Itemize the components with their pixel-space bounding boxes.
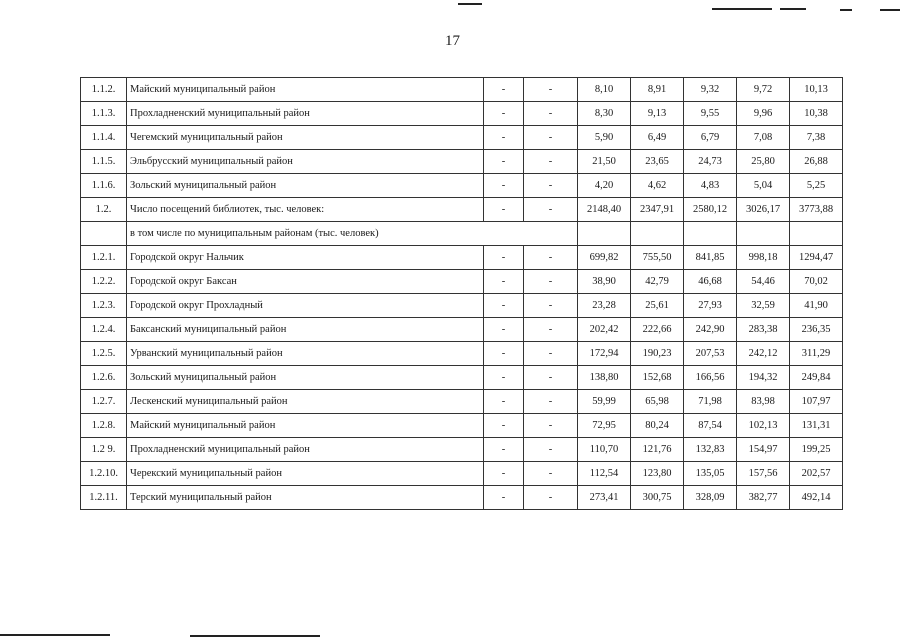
row-value: 65,98 [631, 390, 684, 414]
row-value: 152,68 [631, 366, 684, 390]
row-value: 157,56 [737, 462, 790, 486]
row-value: 9,55 [684, 102, 737, 126]
row-col-b: - [524, 270, 578, 294]
row-code: 1.2.8. [81, 414, 127, 438]
row-value: 699,82 [578, 246, 631, 270]
row-name: Городской округ Баксан [127, 270, 484, 294]
table-row [81, 414, 843, 438]
row-value: 8,10 [578, 78, 631, 102]
row-name: Майский муниципальный район [127, 414, 484, 438]
row-value: 242,90 [684, 318, 737, 342]
row-code: 1.2 9. [81, 438, 127, 462]
row-value: 492,14 [790, 486, 843, 510]
row-col-b: - [524, 342, 578, 366]
scan-artifact-line [190, 635, 320, 637]
table-row [81, 486, 843, 510]
row-value: 2580,12 [684, 198, 737, 222]
row-value: 23,65 [631, 150, 684, 174]
row-value: 9,13 [631, 102, 684, 126]
row-col-b: - [524, 390, 578, 414]
table-row [81, 342, 843, 366]
row-col-a: - [484, 366, 524, 390]
row-code: 1.1.5. [81, 150, 127, 174]
scan-artifact-line [880, 9, 900, 11]
table-row [81, 270, 843, 294]
table-subheader-row [81, 222, 843, 246]
row-value: 755,50 [631, 246, 684, 270]
row-value: 110,70 [578, 438, 631, 462]
row-col-b: - [524, 246, 578, 270]
row-name: Черекский муниципальный район [127, 462, 484, 486]
row-name: Городской округ Прохладный [127, 294, 484, 318]
row-value: 83,98 [737, 390, 790, 414]
row-value [684, 222, 737, 246]
row-value: 7,08 [737, 126, 790, 150]
row-value [631, 222, 684, 246]
row-col-b: - [524, 126, 578, 150]
table-row [81, 294, 843, 318]
row-col-b: - [524, 486, 578, 510]
row-col-b: - [524, 462, 578, 486]
row-value: 4,20 [578, 174, 631, 198]
row-code: 1.1.4. [81, 126, 127, 150]
row-value: 194,32 [737, 366, 790, 390]
row-name: Баксанский муниципальный район [127, 318, 484, 342]
row-col-a: - [484, 462, 524, 486]
row-value: 8,91 [631, 78, 684, 102]
row-code: 1.1.3. [81, 102, 127, 126]
row-col-b: - [524, 102, 578, 126]
row-value: 222,66 [631, 318, 684, 342]
row-col-b: - [524, 198, 578, 222]
row-code [81, 222, 127, 246]
row-code: 1.2. [81, 198, 127, 222]
table-row [81, 198, 843, 222]
row-value: 135,05 [684, 462, 737, 486]
row-col-b: - [524, 414, 578, 438]
row-name: Лескенский муниципальный район [127, 390, 484, 414]
row-value: 46,68 [684, 270, 737, 294]
row-value: 132,83 [684, 438, 737, 462]
row-col-b: - [524, 366, 578, 390]
scan-artifact-line [712, 8, 772, 10]
row-code: 1.2.2. [81, 270, 127, 294]
table-row [81, 102, 843, 126]
row-value: 80,24 [631, 414, 684, 438]
row-value [790, 222, 843, 246]
table-body [81, 78, 843, 510]
row-col-a: - [484, 294, 524, 318]
row-col-a: - [484, 78, 524, 102]
row-col-a: - [484, 414, 524, 438]
row-value: 138,80 [578, 366, 631, 390]
row-col-a: - [484, 318, 524, 342]
row-value: 382,77 [737, 486, 790, 510]
statistics-table [80, 77, 843, 510]
row-name: Чегемский муниципальный район [127, 126, 484, 150]
row-col-a: - [484, 438, 524, 462]
table-row [81, 390, 843, 414]
row-col-a: - [484, 126, 524, 150]
row-value: 70,02 [790, 270, 843, 294]
row-name: Прохладненский муниципальный район [127, 438, 484, 462]
row-code: 1.2.7. [81, 390, 127, 414]
row-value: 21,50 [578, 150, 631, 174]
row-value: 1294,47 [790, 246, 843, 270]
row-col-a: - [484, 150, 524, 174]
row-value: 249,84 [790, 366, 843, 390]
row-value: 154,97 [737, 438, 790, 462]
row-code: 1.2.11. [81, 486, 127, 510]
table-row [81, 438, 843, 462]
table-row [81, 366, 843, 390]
row-value: 107,97 [790, 390, 843, 414]
row-value: 273,41 [578, 486, 631, 510]
row-value: 27,93 [684, 294, 737, 318]
row-value: 24,73 [684, 150, 737, 174]
scan-artifact-line [780, 8, 806, 10]
row-code: 1.2.4. [81, 318, 127, 342]
row-name: Городской округ Нальчик [127, 246, 484, 270]
row-value: 8,30 [578, 102, 631, 126]
row-value: 131,31 [790, 414, 843, 438]
row-col-b: - [524, 174, 578, 198]
scan-artifact-line [458, 3, 482, 5]
table-row [81, 78, 843, 102]
row-value: 311,29 [790, 342, 843, 366]
row-value: 6,79 [684, 126, 737, 150]
row-col-b: - [524, 318, 578, 342]
row-name: Терский муниципальный район [127, 486, 484, 510]
row-value: 10,38 [790, 102, 843, 126]
row-value: 26,88 [790, 150, 843, 174]
row-value: 283,38 [737, 318, 790, 342]
table-row [81, 174, 843, 198]
table-row [81, 150, 843, 174]
row-value: 10,13 [790, 78, 843, 102]
row-col-a: - [484, 342, 524, 366]
row-value: 4,62 [631, 174, 684, 198]
row-code: 1.2.3. [81, 294, 127, 318]
row-name: Прохладненский муниципальный район [127, 102, 484, 126]
row-value: 199,25 [790, 438, 843, 462]
row-value: 72,95 [578, 414, 631, 438]
row-value: 9,72 [737, 78, 790, 102]
row-value: 6,49 [631, 126, 684, 150]
row-col-a: - [484, 390, 524, 414]
row-col-b: - [524, 294, 578, 318]
row-value: 328,09 [684, 486, 737, 510]
row-value [737, 222, 790, 246]
row-value: 9,32 [684, 78, 737, 102]
row-value: 23,28 [578, 294, 631, 318]
row-value: 123,80 [631, 462, 684, 486]
row-col-a: - [484, 198, 524, 222]
row-value: 998,18 [737, 246, 790, 270]
row-col-a: - [484, 246, 524, 270]
row-value: 9,96 [737, 102, 790, 126]
row-col-b: - [524, 78, 578, 102]
row-value: 121,76 [631, 438, 684, 462]
row-name: Майский муниципальный район [127, 78, 484, 102]
row-value: 5,04 [737, 174, 790, 198]
row-value: 242,12 [737, 342, 790, 366]
table-row [81, 318, 843, 342]
row-value: 2148,40 [578, 198, 631, 222]
row-code: 1.2.1. [81, 246, 127, 270]
row-value: 2347,91 [631, 198, 684, 222]
row-name: Урванский муниципальный район [127, 342, 484, 366]
row-value: 87,54 [684, 414, 737, 438]
scan-artifact-line [840, 9, 852, 11]
row-col-a: - [484, 102, 524, 126]
row-value: 300,75 [631, 486, 684, 510]
row-value: 59,99 [578, 390, 631, 414]
row-value: 172,94 [578, 342, 631, 366]
row-value: 7,38 [790, 126, 843, 150]
scan-artifact-line [0, 634, 110, 636]
row-col-b: - [524, 150, 578, 174]
row-code: 1.2.10. [81, 462, 127, 486]
row-value: 5,25 [790, 174, 843, 198]
row-value: 38,90 [578, 270, 631, 294]
row-value: 236,35 [790, 318, 843, 342]
row-value: 202,57 [790, 462, 843, 486]
row-value: 4,83 [684, 174, 737, 198]
row-code: 1.2.5. [81, 342, 127, 366]
row-value: 25,80 [737, 150, 790, 174]
row-code: 1.1.2. [81, 78, 127, 102]
row-name: Число посещений библиотек, тыс. человек: [127, 198, 484, 222]
row-value [578, 222, 631, 246]
row-value: 166,56 [684, 366, 737, 390]
row-value: 112,54 [578, 462, 631, 486]
row-col-a: - [484, 270, 524, 294]
row-col-a: - [484, 174, 524, 198]
row-col-b: - [524, 438, 578, 462]
row-value: 42,79 [631, 270, 684, 294]
row-value: 32,59 [737, 294, 790, 318]
row-value: 102,13 [737, 414, 790, 438]
row-name: Зольский муниципальный район [127, 174, 484, 198]
row-col-a: - [484, 486, 524, 510]
row-code: 1.2.6. [81, 366, 127, 390]
row-value: 841,85 [684, 246, 737, 270]
row-value: 190,23 [631, 342, 684, 366]
row-value: 207,53 [684, 342, 737, 366]
row-value: 25,61 [631, 294, 684, 318]
table-row [81, 462, 843, 486]
table-row [81, 246, 843, 270]
table-row [81, 126, 843, 150]
row-value: 5,90 [578, 126, 631, 150]
row-value: 3026,17 [737, 198, 790, 222]
row-value: 3773,88 [790, 198, 843, 222]
row-code: 1.1.6. [81, 174, 127, 198]
row-value: 54,46 [737, 270, 790, 294]
row-value: 71,98 [684, 390, 737, 414]
page-number: 17 [445, 33, 460, 49]
subheader-text: в том числе по муниципальным районам (тыс. человек) [127, 222, 578, 246]
row-name: Зольский муниципальный район [127, 366, 484, 390]
row-name: Эльбрусский муниципальный район [127, 150, 484, 174]
row-value: 41,90 [790, 294, 843, 318]
row-value: 202,42 [578, 318, 631, 342]
